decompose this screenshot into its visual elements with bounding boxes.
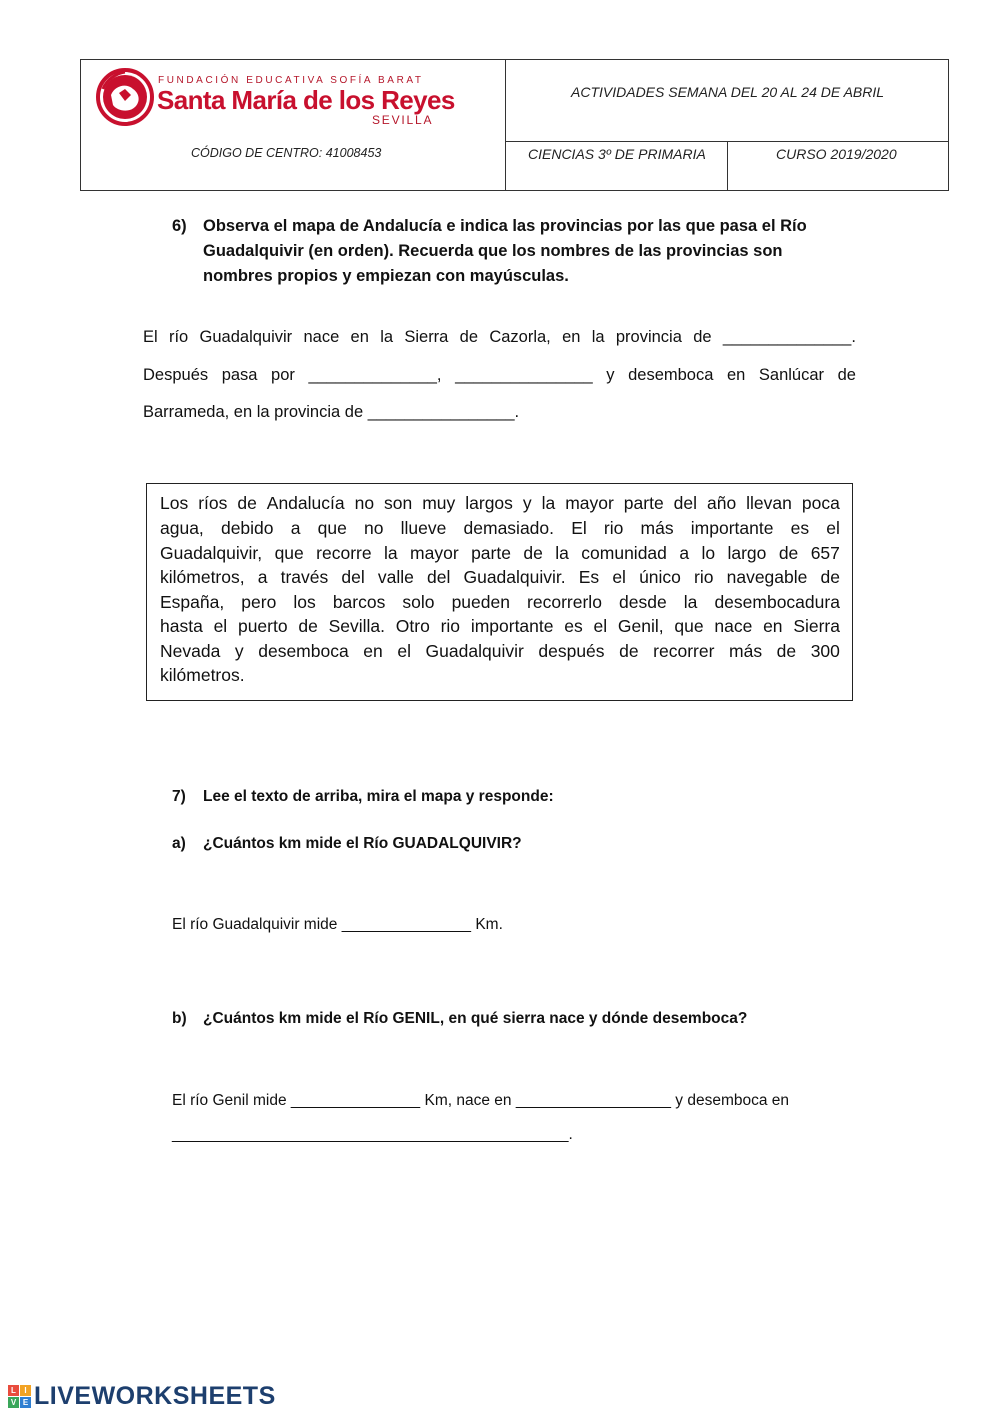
- question-6-text: Guadalquivir (en orden). Recuerda que los nombres de las provincias son: [203, 242, 783, 260]
- question-7-number: 7): [172, 788, 186, 805]
- word: desde: [619, 592, 667, 612]
- word: no: [354, 493, 375, 513]
- course-label: CURSO 2019/2020: [776, 146, 897, 162]
- word: que: [674, 616, 704, 636]
- word: llevan: [746, 493, 792, 513]
- word: de: [820, 567, 840, 587]
- word: de: [693, 328, 712, 346]
- word: la: [683, 592, 698, 612]
- word: rio: [694, 567, 714, 587]
- question-7-prompt: Lee el texto de arriba, mira el mapa y responde:: [203, 788, 554, 805]
- word: 300: [810, 641, 840, 661]
- word: los: [293, 592, 316, 612]
- logo-foundation-text: FUNDACIÓN EDUCATIVA SOFÍA BARAT: [158, 75, 424, 86]
- word: puerto: [237, 616, 288, 636]
- word: son: [384, 493, 413, 513]
- word: Otro: [395, 616, 430, 636]
- word: muy: [422, 493, 456, 513]
- liveworksheets-grid-icon: [8, 1385, 31, 1408]
- word: Genil,: [617, 616, 664, 636]
- word: España,: [160, 592, 225, 612]
- question-7a-label: a): [172, 835, 186, 852]
- word: la: [555, 543, 569, 563]
- word: El: [571, 518, 587, 538]
- word: hasta: [160, 616, 203, 636]
- word: del: [673, 493, 698, 513]
- word: Sevilla.: [328, 616, 386, 636]
- word: recorrerlo: [527, 592, 602, 612]
- word: mayor: [565, 493, 614, 513]
- word: la: [591, 328, 605, 346]
- word: más: [729, 641, 763, 661]
- word: del: [341, 567, 365, 587]
- word: en: [350, 328, 369, 346]
- word: 657: [810, 543, 840, 563]
- word: rio: [440, 616, 461, 636]
- word: a: [290, 518, 301, 538]
- word: lo: [701, 543, 716, 563]
- word: recorrer: [653, 641, 715, 661]
- word: a: [679, 543, 690, 563]
- word: único: [639, 567, 681, 587]
- word: llueve: [400, 518, 447, 538]
- word: recorre: [316, 543, 372, 563]
- word: rio: [603, 518, 624, 538]
- word: y: [522, 493, 532, 513]
- word: que: [317, 518, 347, 538]
- word: Sierra: [793, 616, 840, 636]
- word: en: [363, 641, 383, 661]
- word: ______________,: [308, 366, 442, 384]
- word: pasa: [221, 366, 258, 384]
- word: el: [593, 616, 608, 636]
- word: Sierra: [404, 328, 449, 346]
- word: Guadalquivir,: [160, 543, 263, 563]
- word: de: [837, 366, 856, 384]
- word: provincia: [615, 328, 682, 346]
- word: desemboca: [628, 366, 714, 384]
- info-text-line: [160, 592, 840, 613]
- word: kilómetros,: [160, 567, 245, 587]
- word: pero: [241, 592, 277, 612]
- word: la: [380, 328, 394, 346]
- word: en: [726, 366, 746, 384]
- liveworksheets-brand: LIVEWORKSHEETS: [34, 1382, 276, 1410]
- word: Guadalquivir: [425, 641, 524, 661]
- word: de: [237, 493, 257, 513]
- question-7b-text: ¿Cuántos km mide el Río GENIL, en qué sierra nace y dónde desemboca?: [203, 1010, 748, 1027]
- word: más: [640, 518, 674, 538]
- word: Cazorla,: [489, 328, 551, 346]
- word: kilómetros.: [160, 665, 245, 685]
- word: El: [143, 328, 158, 346]
- word: de: [523, 543, 543, 563]
- word: Los: [160, 493, 189, 513]
- activities-week: ACTIVIDADES SEMANA DEL 20 AL 24 DE ABRIL: [571, 84, 885, 100]
- school-logo-emblem: [95, 67, 155, 127]
- grid-cell: E: [20, 1397, 31, 1408]
- word: en: [763, 616, 783, 636]
- word: barcos: [332, 592, 386, 612]
- word: la: [541, 493, 556, 513]
- grid-cell: I: [20, 1385, 31, 1396]
- fill-in-sentence: Barrameda, en la provincia de ________________.: [143, 403, 520, 421]
- word: importante: [690, 518, 774, 538]
- word: nace: [303, 328, 340, 346]
- fill-in-sentence: [143, 328, 856, 347]
- word: debido: [220, 518, 274, 538]
- word: el: [213, 616, 228, 636]
- word: nace: [714, 616, 753, 636]
- question-6-text: nombres propios y empiezan con mayúsculas.: [203, 267, 569, 285]
- info-text-line: [160, 665, 840, 686]
- word: demasiado.: [463, 518, 555, 538]
- word: río: [168, 328, 189, 346]
- question-6-number: 6): [172, 217, 187, 235]
- word: solo: [402, 592, 435, 612]
- question-6-text: Observa el mapa de Andalucía e indica las provincias por las que pasa el Río: [203, 217, 807, 235]
- word: desembocadura: [714, 592, 840, 612]
- word: el: [826, 518, 840, 538]
- header-divider: [727, 141, 728, 191]
- word: navegable: [726, 567, 808, 587]
- word: no: [363, 518, 384, 538]
- word: ríos: [198, 493, 228, 513]
- word: de: [298, 616, 318, 636]
- word: poca: [801, 493, 840, 513]
- info-text-line: [160, 641, 840, 662]
- word: Nevada: [160, 641, 221, 661]
- word: en: [562, 328, 581, 346]
- answer-7b-line[interactable]: El río Genil mide _______________ Km, nace en __________________ y desemboca en: [172, 1092, 790, 1109]
- liveworksheets-logo[interactable]: [8, 1382, 276, 1411]
- word: de: [776, 641, 797, 661]
- word: de: [459, 328, 479, 346]
- word: que: [274, 543, 304, 563]
- info-text-line: [160, 493, 840, 514]
- question-7b-label: b): [172, 1010, 187, 1027]
- word: a: [257, 567, 268, 587]
- word: desemboca: [258, 641, 349, 661]
- word: es: [564, 616, 583, 636]
- word: del: [426, 567, 451, 587]
- word: mayor: [410, 543, 459, 563]
- info-text-line: [160, 616, 840, 637]
- info-text-line: [160, 543, 840, 564]
- word: año: [706, 493, 737, 513]
- word: y: [234, 641, 244, 661]
- word: de: [778, 543, 799, 563]
- word: comunidad: [581, 543, 667, 563]
- word: ______________.: [722, 328, 856, 346]
- word: parte: [623, 493, 664, 513]
- word: Guadalquivir.: [463, 567, 566, 587]
- header-divider: [505, 59, 506, 191]
- subject-label: CIENCIAS 3º DE PRIMARIA: [528, 146, 706, 162]
- question-7a-text: ¿Cuántos km mide el Río GUADALQUIVIR?: [203, 835, 522, 852]
- word: largos: [465, 493, 513, 513]
- word: importante: [470, 616, 554, 636]
- word: pueden: [451, 592, 510, 612]
- word: largo: [727, 543, 767, 563]
- word: es: [790, 518, 810, 538]
- word: valle: [377, 567, 414, 587]
- logo-city: SEVILLA: [372, 113, 434, 127]
- word: Guadalquivir: [199, 328, 293, 346]
- word: Andalucía: [266, 493, 345, 513]
- word: _______________: [455, 366, 593, 384]
- word: por: [271, 366, 295, 384]
- word: la: [384, 543, 398, 563]
- answer-7a-line[interactable]: El río Guadalquivir mide _______________ Km.: [172, 916, 503, 933]
- info-text-line: [160, 518, 840, 539]
- logo-school-name: Santa María de los Reyes: [157, 85, 455, 115]
- word: Sanlúcar: [758, 366, 825, 384]
- answer-7b-line[interactable]: ______________________________________________.: [172, 1126, 573, 1143]
- info-text-line: [160, 567, 840, 588]
- word: agua,: [160, 518, 204, 538]
- word: después: [538, 641, 605, 661]
- word: y: [606, 366, 615, 384]
- word: el: [612, 567, 626, 587]
- grid-cell: V: [8, 1397, 19, 1408]
- word: Después: [143, 366, 209, 384]
- word: través: [280, 567, 329, 587]
- word: parte: [471, 543, 511, 563]
- word: el: [397, 641, 411, 661]
- center-code: CÓDIGO DE CENTRO: 41008453: [191, 146, 382, 160]
- word: de: [619, 641, 639, 661]
- word: Es: [578, 567, 600, 587]
- grid-cell: L: [8, 1385, 19, 1396]
- fill-in-sentence: [143, 366, 856, 385]
